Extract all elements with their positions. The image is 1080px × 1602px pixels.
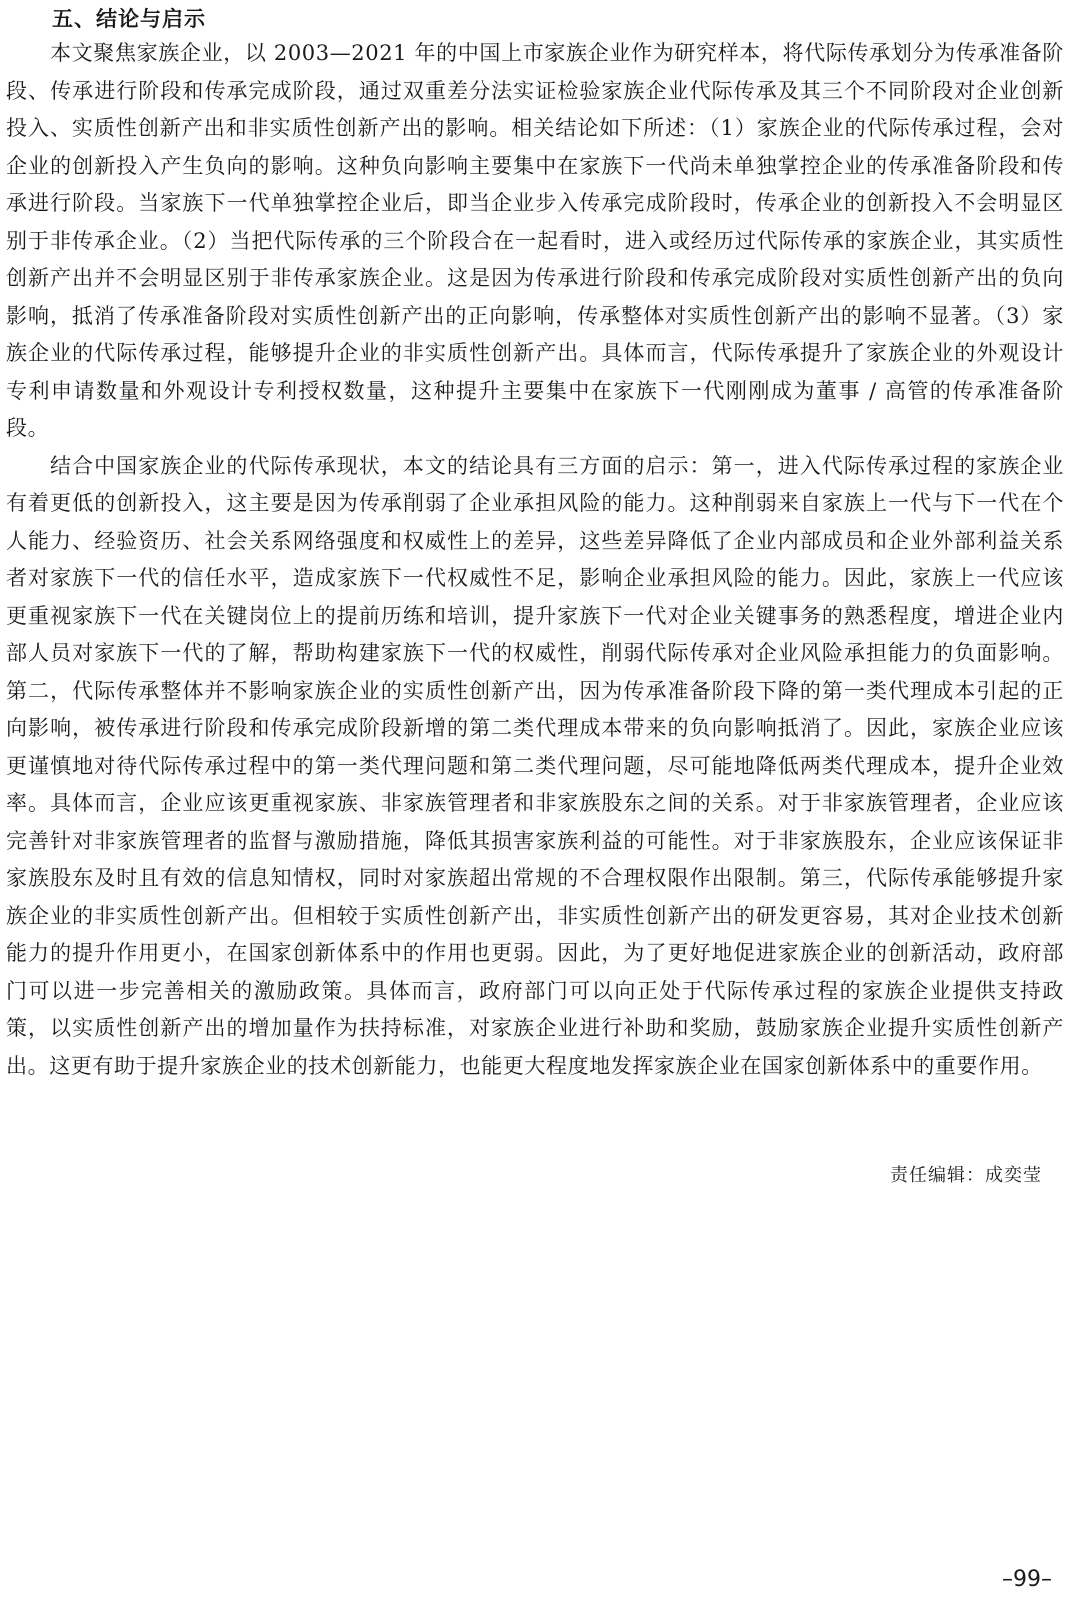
page-number: –99– [1002, 1567, 1052, 1592]
conclusion-paragraph: 本文聚焦家族企业，以 2003—2021 年的中国上市家族企业作为研究样本，将代际传承划分为传承准备阶段、传承进行阶段和传承完成阶段，通过双重差分法实证检验家族企业代际传承及其三个不同阶段对企业创新投入、实质性创新产出和非实质性创新产出的影响。相关结论如下所述：（1）家族企业的代际传承过程，会对企业的创新投入产生负向的影响。这种负向影响主要集中在家族下一代尚未单独掌控企业的传承准备阶段和传承进行阶段。当家族下一代单独掌控企业后，即当企业步入传承完成阶段时，传承企业的创新投入不会明显区别于非传承企业。（2）当把代际传承的三个阶段合在一起看时，进入或经历过代际传承的家族企业，其实质性创新产出并不会明显区别于非传承家族企业。这是因为传承进行阶段和传承完成阶段对实质性创新产出的负向影响，抵消了传承准备阶段对实质性创新产出的正向影响，传承整体对实质性创新产出的影响不显著。（3）家族企业的代际传承过程，能够提升企业的非实质性创新产出。具体而言，代际传承提升了家族企业的外观设计专利申请数量和外观设计专利授权数量，这种提升主要集中在家族下一代刚刚成为董事 / 高管的传承准备阶段。 [6, 41, 1064, 440]
article-body [6, 35, 1064, 1085]
implications-paragraph: 结合中国家族企业的代际传承现状，本文的结论具有三方面的启示：第一，进入代际传承过程的家族企业有着更低的创新投入，这主要是因为传承削弱了企业承担风险的能力。这种削弱来自家族上一代与下一代在个人能力、经验资历、社会关系网络强度和权威性上的差异，这些差异降低了企业内部成员和企业外部利益关系者对家族下一代的信任水平，造成家族下一代权威性不足，影响企业承担风险的能力。因此，家族上一代应该更重视家族下一代在关键岗位上的提前历练和培训，提升家族下一代对企业关键事务的熟悉程度，增进企业内部人员对家族下一代的了解，帮助构建家族下一代的权威性，削弱代际传承对企业风险承担能力的负面影响。第二，代际传承整体并不影响家族企业的实质性创新产出，因为传承准备阶段下降的第一类代理成本引起的正向影响，被传承进行阶段和传承完成阶段新增的第二类代理成本带来的负向影响抵消了。因此，家族企业应该更谨慎地对待代际传承过程中的第一类代理问题和第二类代理问题，尽可能地降低两类代理成本，提升企业效率。具体而言，企业应该更重视家族、非家族管理者和非家族股东之间的关系。对于非家族管理者，企业应该完善针对非家族管理者的监督与激励措施，降低其损害家族利益的可能性。对于非家族股东，企业应该保证非家族股东及时且有效的信息知情权，同时对家族超出常规的不合理权限作出限制。第三，代际传承能够提升家族企业的非实质性创新产出。但相较于实质性创新产出，非实质性创新产出的研发更容易，其对企业技术创新能力的提升作用更小，在国家创新体系中的作用也更弱。因此，为了更好地促进家族企业的创新活动，政府部门可以进一步完善相关的激励政策。具体而言，政府部门可以向正处于代际传承过程的家族企业提供支持政策，以实质性创新产出的增加量作为扶持标准，对家族企业进行补助和奖励，鼓励家族企业提升实质性创新产出。这更有助于提升家族企业的技术创新能力，也能更大程度地发挥家族企业在国家创新体系中的重要作用。 [6, 453, 1064, 1078]
section-heading: 五、结论与启示 [52, 7, 206, 31]
responsible-editor: 责任编辑：成奕莹 [890, 1165, 1042, 1186]
